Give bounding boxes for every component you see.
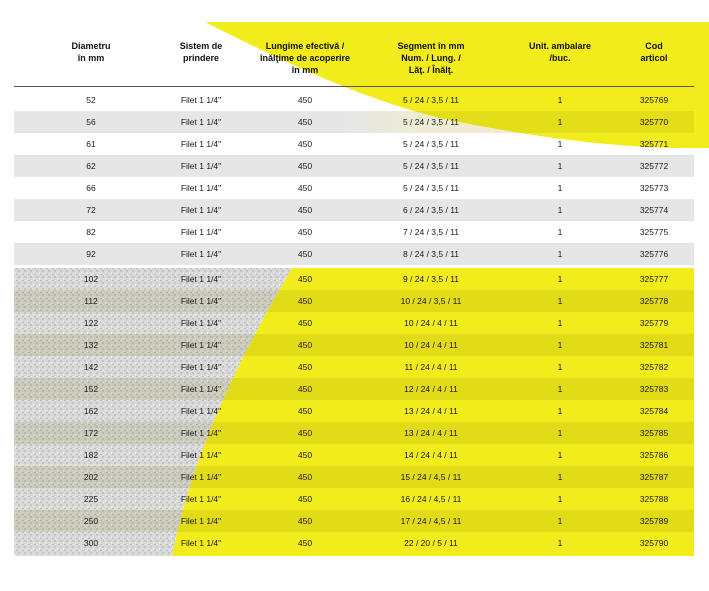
cell-segment: 9 / 24 / 3,5 / 11 — [402, 274, 460, 284]
cell-segment: 7 / 24 / 3,5 / 11 — [402, 227, 460, 237]
cell-unit: 1 — [557, 362, 563, 372]
cell-sistem: Filet 1 1/4" — [180, 406, 222, 416]
cell-diametru: 102 — [83, 274, 99, 284]
cell-cod: 325778 — [639, 296, 669, 306]
cell-sistem: Filet 1 1/4" — [180, 95, 222, 105]
cell-sistem: Filet 1 1/4" — [180, 538, 222, 548]
cell-segment: 5 / 24 / 3,5 / 11 — [402, 95, 460, 105]
cell-unit: 1 — [557, 161, 563, 171]
cell-sistem: Filet 1 1/4" — [180, 205, 222, 215]
cell-cod: 325787 — [639, 472, 669, 482]
cell-unit: 1 — [557, 183, 563, 193]
cell-sistem: Filet 1 1/4" — [180, 494, 222, 504]
table-row — [14, 444, 694, 466]
cell-unit: 1 — [557, 274, 563, 284]
cell-unit: 1 — [557, 538, 563, 548]
cell-lungime: 450 — [297, 538, 313, 548]
table-row — [14, 312, 694, 334]
cell-cod: 325782 — [639, 362, 669, 372]
table-row — [14, 155, 694, 177]
cell-diametru: 250 — [83, 516, 99, 526]
cell-segment: 8 / 24 / 3,5 / 11 — [402, 249, 460, 259]
cell-unit: 1 — [557, 296, 563, 306]
cell-diametru: 61 — [86, 139, 96, 149]
cell-diametru: 82 — [86, 227, 96, 237]
cell-sistem: Filet 1 1/4" — [180, 161, 222, 171]
cell-unit: 1 — [557, 450, 563, 460]
cell-unit: 1 — [557, 406, 563, 416]
cell-sistem: Filet 1 1/4" — [180, 362, 222, 372]
table-row — [14, 466, 694, 488]
cell-cod: 325775 — [639, 227, 669, 237]
cell-cod: 325777 — [639, 274, 669, 284]
cell-segment: 6 / 24 / 3,5 / 11 — [402, 205, 460, 215]
cell-lungime: 450 — [297, 161, 313, 171]
cell-segment: 12 / 24 / 4 / 11 — [404, 384, 458, 394]
table-row — [14, 290, 694, 312]
cell-diametru: 66 — [86, 183, 96, 193]
table-row — [14, 89, 694, 111]
cell-segment: 14 / 24 / 4 / 11 — [404, 450, 458, 460]
cell-unit: 1 — [557, 139, 563, 149]
cell-cod: 325785 — [639, 428, 669, 438]
cell-lungime: 450 — [297, 249, 313, 259]
cell-lungime: 450 — [297, 340, 313, 350]
header-lungime: Lungime efectivă / înălţime de acoperire în mm — [259, 41, 351, 75]
table-row — [14, 268, 694, 290]
cell-cod: 325772 — [639, 161, 669, 171]
cell-unit: 1 — [557, 318, 563, 328]
cell-sistem: Filet 1 1/4" — [180, 227, 222, 237]
cell-sistem: Filet 1 1/4" — [180, 340, 222, 350]
cell-sistem: Filet 1 1/4" — [180, 384, 222, 394]
cell-diametru: 162 — [83, 406, 99, 416]
cell-lungime: 450 — [297, 450, 313, 460]
cell-diametru: 122 — [83, 318, 99, 328]
cell-segment: 10 / 24 / 4 / 11 — [404, 340, 458, 350]
cell-segment: 16 / 24 / 4,5 / 11 — [400, 494, 462, 504]
cell-lungime: 450 — [297, 428, 313, 438]
cell-cod: 325769 — [639, 95, 669, 105]
block-separator — [14, 266, 694, 267]
table-row — [14, 133, 694, 155]
cell-segment: 13 / 24 / 4 / 11 — [404, 406, 458, 416]
cell-cod: 325776 — [639, 249, 669, 259]
table-row — [14, 532, 694, 554]
cell-lungime: 450 — [297, 117, 313, 127]
cell-lungime: 450 — [297, 494, 313, 504]
cell-sistem: Filet 1 1/4" — [180, 428, 222, 438]
cell-cod: 325779 — [639, 318, 669, 328]
cell-unit: 1 — [557, 227, 563, 237]
cell-cod: 325774 — [639, 205, 669, 215]
cell-segment: 10 / 24 / 4 / 11 — [404, 318, 458, 328]
cell-sistem: Filet 1 1/4" — [180, 516, 222, 526]
cell-lungime: 450 — [297, 205, 313, 215]
table-row — [14, 378, 694, 400]
cell-cod: 325770 — [639, 117, 669, 127]
cell-cod: 325789 — [639, 516, 669, 526]
cell-diametru: 92 — [86, 249, 96, 259]
cell-unit: 1 — [557, 117, 563, 127]
cell-sistem: Filet 1 1/4" — [180, 249, 222, 259]
cell-cod: 325788 — [639, 494, 669, 504]
cell-lungime: 450 — [297, 318, 313, 328]
cell-unit: 1 — [557, 205, 563, 215]
cell-lungime: 450 — [297, 472, 313, 482]
cell-lungime: 450 — [297, 296, 313, 306]
cell-diametru: 300 — [83, 538, 99, 548]
cell-lungime: 450 — [297, 95, 313, 105]
header-segment: Segment în mm Num. / Lung. / Lăţ. / Înălţ. — [397, 41, 465, 75]
cell-segment: 22 / 20 / 5 / 11 — [404, 538, 458, 548]
cell-lungime: 450 — [297, 406, 313, 416]
cell-lungime: 450 — [297, 274, 313, 284]
cell-unit: 1 — [557, 340, 563, 350]
cell-diametru: 152 — [83, 384, 99, 394]
cell-sistem: Filet 1 1/4" — [180, 318, 222, 328]
cell-sistem: Filet 1 1/4" — [180, 117, 222, 127]
cell-diametru: 52 — [86, 95, 96, 105]
cell-lungime: 450 — [297, 362, 313, 372]
table-row — [14, 177, 694, 199]
header-unit: Unit. ambalare /buc. — [528, 41, 592, 63]
cell-lungime: 450 — [297, 516, 313, 526]
cell-lungime: 450 — [297, 384, 313, 394]
table-row — [14, 221, 694, 243]
cell-cod: 325773 — [639, 183, 669, 193]
header-cod: Cod articol — [640, 41, 668, 63]
cell-unit: 1 — [557, 516, 563, 526]
cell-unit: 1 — [557, 249, 563, 259]
cell-segment: 13 / 24 / 4 / 11 — [404, 428, 458, 438]
cell-diametru: 132 — [83, 340, 99, 350]
table-row — [14, 111, 694, 133]
cell-segment: 17 / 24 / 4,5 / 11 — [400, 516, 462, 526]
cell-diametru: 142 — [83, 362, 99, 372]
header-divider — [14, 86, 694, 87]
cell-unit: 1 — [557, 95, 563, 105]
cell-cod: 325790 — [639, 538, 669, 548]
cell-segment: 10 / 24 / 3,5 / 11 — [400, 296, 462, 306]
cell-segment: 5 / 24 / 3,5 / 11 — [402, 161, 460, 171]
cell-segment: 5 / 24 / 3,5 / 11 — [402, 139, 460, 149]
cell-sistem: Filet 1 1/4" — [180, 183, 222, 193]
table-row — [14, 243, 694, 265]
table-row — [14, 422, 694, 444]
cell-lungime: 450 — [297, 139, 313, 149]
cell-cod: 325783 — [639, 384, 669, 394]
cell-diametru: 56 — [86, 117, 96, 127]
cell-sistem: Filet 1 1/4" — [180, 139, 222, 149]
table-row — [14, 510, 694, 532]
cell-sistem: Filet 1 1/4" — [180, 450, 222, 460]
cell-unit: 1 — [557, 384, 563, 394]
cell-lungime: 450 — [297, 183, 313, 193]
cell-cod: 325784 — [639, 406, 669, 416]
table-row — [14, 334, 694, 356]
cell-segment: 5 / 24 / 3,5 / 11 — [402, 183, 460, 193]
cell-diametru: 62 — [86, 161, 96, 171]
cell-segment: 15 / 24 / 4,5 / 11 — [400, 472, 462, 482]
cell-cod: 325771 — [639, 139, 669, 149]
table-header — [14, 0, 694, 84]
cell-sistem: Filet 1 1/4" — [180, 472, 222, 482]
table-row — [14, 400, 694, 422]
cell-segment: 11 / 24 / 4 / 11 — [404, 362, 458, 372]
table-row — [14, 488, 694, 510]
cell-sistem: Filet 1 1/4" — [180, 274, 222, 284]
table-row — [14, 356, 694, 378]
cell-diametru: 72 — [86, 205, 96, 215]
cell-lungime: 450 — [297, 227, 313, 237]
cell-diametru: 112 — [84, 296, 98, 306]
cell-diametru: 182 — [83, 450, 99, 460]
cell-unit: 1 — [557, 472, 563, 482]
cell-diametru: 172 — [83, 428, 99, 438]
cell-diametru: 202 — [83, 472, 99, 482]
table-row — [14, 199, 694, 221]
cell-sistem: Filet 1 1/4" — [180, 296, 222, 306]
cell-unit: 1 — [557, 428, 563, 438]
header-diametru: Diametru în mm — [71, 41, 111, 63]
cell-diametru: 225 — [83, 494, 99, 504]
cell-cod: 325781 — [639, 340, 669, 350]
cell-segment: 5 / 24 / 3,5 / 11 — [402, 117, 460, 127]
cell-unit: 1 — [557, 494, 563, 504]
cell-cod: 325786 — [639, 450, 669, 460]
header-sistem: Sistem de prindere — [179, 41, 223, 63]
